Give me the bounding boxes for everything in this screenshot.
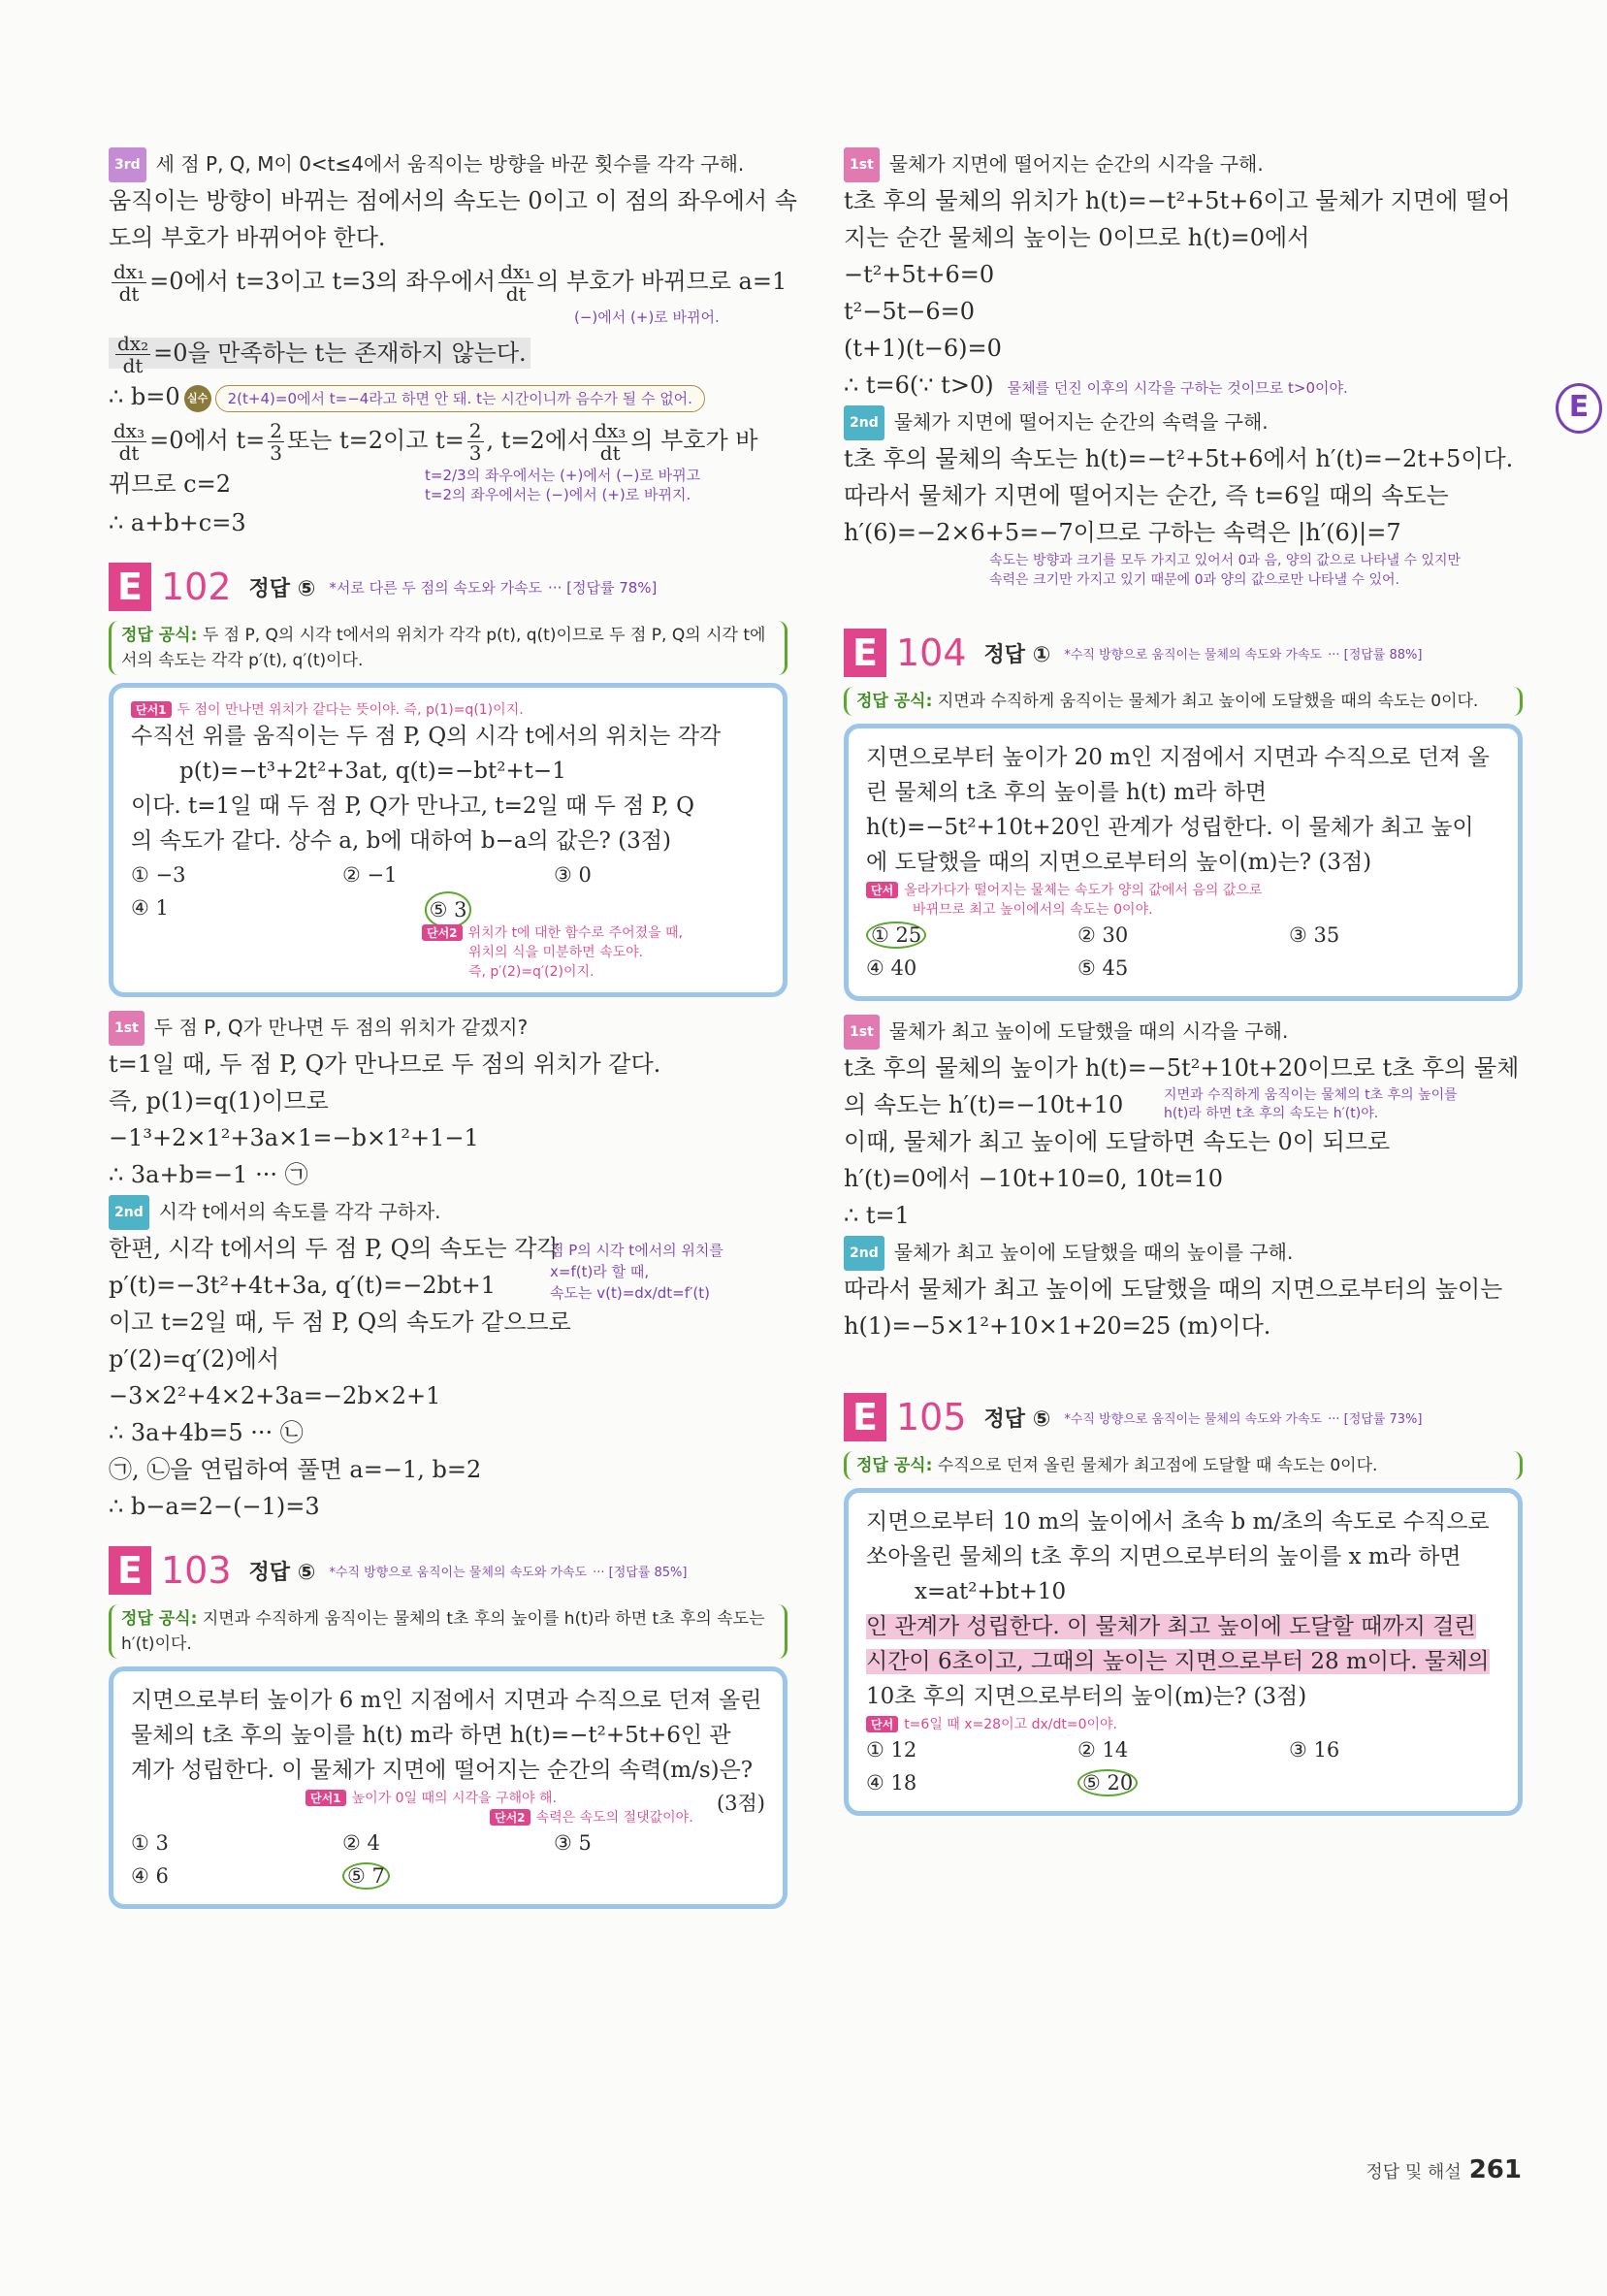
solution-line: t²−5t−6=0 — [844, 298, 976, 325]
solution-line: 따라서 물체가 지면에 떨어지는 순간, 즉 t=6일 때의 속도는 — [844, 482, 1449, 509]
question-line: 린 물체의 t초 후의 높이를 h(t) m라 하면 — [866, 780, 1268, 805]
annotation: 속력은 크기만 가지고 있기 때문에 0과 양의 값으로만 나타낼 수 있어. — [989, 572, 1400, 588]
text-line: 도의 부호가 바뀌어야 한다. — [109, 224, 386, 251]
side-note: 점 P의 시각 t에서의 위치를 x=f(t)라 할 때, 속도는 v(t)=dx/dt=f′(t) — [550, 1242, 723, 1302]
fraction: $\frac{\text{dx₁}}{dt}$ — [500, 260, 532, 306]
cue-tag: 단서2 — [490, 1809, 530, 1826]
accuracy-rate: ··· [정답률 73%] — [1328, 1411, 1423, 1427]
topic-label: *수직 방향으로 움직이는 물체의 속도와 가속도 — [329, 1565, 588, 1580]
solution-line: ㉠, ㉡을 연립하여 풀면 a=−1, b=2 — [109, 1456, 482, 1483]
right-column — [844, 146, 1523, 1816]
cue-text: 위치가 t에 대한 함수로 주어졌을 때, — [467, 925, 684, 941]
solution-line: ∴ 3a+b=−1 ··· ㉠ — [109, 1161, 308, 1188]
step-title: 물체가 지면에 떨어지는 순간의 속력을 구해. — [893, 410, 1269, 434]
problem-number: 104 — [896, 631, 967, 674]
question-line: 지면으로부터 높이가 20 m인 지점에서 지면과 수직으로 던져 올 — [866, 745, 1490, 770]
dx2-line: $\frac{\text{dx₂}}{dt}$ =0을 만족하는 t는 존재하지 않는다. — [109, 328, 787, 378]
problem-number: 102 — [161, 566, 232, 608]
question-line: 인 관계가 성립한다. 이 물체가 최고 높이에 도달할 때까지 걸린 — [866, 1614, 1476, 1639]
solution-line: h′(t)=0에서 −10t+10=0, 10t=10 — [844, 1165, 1224, 1192]
solution-line: 의 속도는 h′(t)=−10t+10 — [844, 1091, 1124, 1118]
fraction: $\frac{2}{3}$ — [468, 419, 482, 465]
step-badge: 1st — [844, 147, 880, 182]
annotation: 물체를 던진 이후의 시각을 구하는 것이므로 t>0이야. — [1007, 379, 1348, 397]
choice[interactable]: ④ 1 — [131, 896, 169, 920]
cue-text: 두 점이 만나면 위치가 같다는 뜻이야. 즉, p(1)=q(1)이지. — [177, 702, 524, 718]
problem-105 — [844, 1393, 1523, 1816]
choice[interactable]: ③ 35 — [1289, 923, 1340, 947]
choice[interactable]: ④ 6 — [131, 1864, 169, 1888]
step-title: 세 점 P, Q, M이 0<t≤4에서 움직이는 방향을 바꾼 횟수를 각각 구해. — [155, 152, 745, 176]
step-badge: 3rd — [109, 147, 146, 182]
question-line: 쏘아올린 물체의 t초 후의 지면으로부터의 높이를 x m라 하면 — [866, 1544, 1462, 1569]
solution-line: 이때, 물체가 최고 높이에 도달하면 속도는 0이 되므로 — [844, 1128, 1391, 1155]
step-title: 물체가 최고 높이에 도달했을 때의 높이를 구해. — [893, 1241, 1294, 1264]
problem-letter: E — [109, 563, 151, 611]
solution-line: ∴ t=6(∵ t>0) 물체를 던진 이후의 시각을 구하는 것이므로 t>0이야. — [844, 372, 1348, 399]
step-badge: 1st — [109, 1011, 145, 1046]
fraction: $\frac{2}{3}$ — [270, 419, 282, 465]
answer-formula: 정답 공식: 지면과 수직하게 움직이는 물체의 t초 후의 높이를 h(t)라 하면 t초 후의 속도는 h′(t)이다. — [109, 1604, 787, 1659]
solution-line: ∴ 3a+4b=5 ··· ㉡ — [109, 1419, 304, 1446]
choice[interactable]: ② 4 — [342, 1831, 380, 1855]
solution-line: p′(2)=q′(2)에서 — [109, 1345, 280, 1373]
choice-correct[interactable]: ① 25 — [866, 922, 926, 949]
choice-correct[interactable]: ⑤ 3 — [425, 891, 472, 928]
dx3-line: $\frac{\text{dx₃}}{dt}$ =0에서 t= $\frac{2}{3}$ 또는 t=2이고 t= $\frac{2}{3}$ , t=2에서 $\frac{\text{dx₃}}{dt}$ 의 부호가 바 — [113, 419, 758, 465]
answer-label: 정답 ⑤ — [983, 1407, 1051, 1432]
choice[interactable]: ③ 0 — [554, 863, 592, 887]
answer-formula: 정답 공식: 두 점 P, Q의 시각 t에서의 위치가 각각 p(t), q(t)이므로 두 점 P, Q의 시각 t에서의 속도는 각각 p′(t), q′(t)이다. — [109, 621, 787, 675]
cue-tag: 단서1 — [305, 1790, 346, 1806]
problem-103 — [109, 1546, 787, 1909]
solution-line: 지는 순간 물체의 높이는 0이므로 h(t)=0에서 — [844, 224, 1310, 251]
answer-label: 정답 ⑤ — [248, 1560, 316, 1585]
side-note: 지면과 수직하게 움직이는 물체의 t초 후의 높이를 h(t)라 하면 t초 후의 속도는 h′(t)야. — [1164, 1087, 1458, 1121]
question-line: 에 도달했을 때의 지면으로부터의 높이(m)는? (3점) — [866, 850, 1372, 875]
answer-label: 정답 ⑤ — [248, 576, 316, 601]
warning-icon: 실수 — [184, 385, 211, 412]
solution-line: −3×2²+4×2+3a=−2b×2+1 — [109, 1382, 441, 1409]
solution-line: t초 후의 물체의 높이가 h(t)=−5t²+10t+20이므로 t초 후의 물체 — [844, 1054, 1520, 1082]
accuracy-rate: ··· [정답률 85%] — [593, 1565, 688, 1580]
topic-label: *수직 방향으로 움직이는 물체의 속도와 가속도 — [1064, 1411, 1323, 1427]
fraction: $\frac{\text{dx₂}}{dt}$ — [117, 332, 149, 377]
page-footer — [1366, 2155, 1522, 2184]
choice-correct[interactable]: ⑤ 20 — [1077, 1769, 1138, 1796]
solution-line: 즉, p(1)=q(1)이므로 — [109, 1087, 329, 1115]
solution-line: t초 후의 물체의 속도는 h(t)=−t²+5t+6에서 h′(t)=−2t+5이다. — [844, 445, 1514, 472]
question-line: 의 속도가 같다. 상수 a, b에 대하여 b−a의 값은? (3점) — [131, 828, 671, 854]
problem-102 — [109, 563, 787, 1525]
fraction: $\frac{\text{dx₃}}{dt}$ — [113, 419, 145, 465]
annotation: 속도는 방향과 크기를 모두 가지고 있어서 0과 음, 양의 값으로 나타낼 수 있지만 — [989, 553, 1462, 568]
cue-text: 높이가 0일 때의 시각을 구해야 해. — [351, 1791, 557, 1806]
problem-letter: E — [844, 629, 886, 677]
cue-tag: 단서2 — [422, 924, 463, 941]
question-line: 지면으로부터 10 m의 높이에서 초속 b m/초의 속도로 수직으로 — [866, 1509, 1490, 1535]
topic-label: *서로 다른 두 점의 속도와 가속도 — [329, 578, 543, 597]
cue-text: t=6일 때 x=28이고 dx/dt=0이야. — [904, 1717, 1117, 1732]
question-line: x=at²+bt+10 — [915, 1579, 1067, 1604]
problem-number: 103 — [161, 1549, 232, 1592]
question-line: 계가 성립한다. 이 물체가 지면에 떨어지는 순간의 속력(m/s)은? — [131, 1758, 754, 1783]
step-title: 물체가 최고 높이에 도달했을 때의 시각을 구해. — [888, 1019, 1289, 1043]
problem-header — [844, 629, 1523, 677]
annotation: (−)에서 (+)로 바뀌어. — [574, 308, 720, 326]
choice[interactable]: ③ 5 — [554, 1831, 592, 1855]
choice-correct[interactable]: ⑤ 7 — [342, 1862, 390, 1890]
answer-formula: 정답 공식: 지면과 수직하게 움직이는 물체가 최고 높이에 도달했을 때의 속도는 0이다. — [844, 687, 1523, 716]
dx1-line: $\frac{\text{dx₁}}{dt}$ =0에서 t=3이고 t=3의 좌우에서 $\frac{\text{dx₁}}{dt}$ 의 부호가 바뀌므로 a=1 — [113, 260, 787, 306]
question-line: 10초 후의 지면으로부터의 높이(m)는? (3점) — [866, 1684, 1307, 1709]
cue-tag: 단서1 — [131, 701, 172, 718]
cue-text: 속력은 속도의 절댓값이야. — [535, 1810, 693, 1826]
solution-line: −1³+2×1²+3a×1=−b×1²+1−1 — [109, 1124, 479, 1151]
cue-text: 위치의 식을 미분하면 속도야. — [468, 945, 644, 960]
solution-line: h′(6)=−2×6+5=−7이므로 구하는 속력은 |h′(6)|=7 — [844, 519, 1401, 546]
choice[interactable]: ④ 18 — [866, 1771, 917, 1795]
b-line: ∴ b=0 실수 2(t+4)=0에서 t=−4라고 하면 안 돼. t는 시간이니까 음수가 될 수 없어. — [109, 378, 787, 415]
footer-label: 정답 및 해설 — [1366, 2162, 1462, 2183]
solution-line: t=1일 때, 두 점 P, Q가 만나므로 두 점의 위치가 같다. — [109, 1051, 661, 1078]
cue-tag: 단서 — [866, 1716, 898, 1732]
question-line: p(t)=−t³+2t²+3at, q(t)=−bt²+t−1 — [179, 759, 566, 784]
fraction: $\frac{\text{dx₁}}{dt}$ — [113, 260, 145, 306]
choice[interactable]: ④ 40 — [866, 956, 917, 980]
problem-header — [109, 1546, 787, 1595]
question-box — [844, 724, 1523, 1001]
choice[interactable]: ② −1 — [342, 863, 398, 887]
sum-line: ∴ a+b+c=3 — [109, 509, 246, 536]
cue-text: 바뀌므로 최고 높이에서의 속도는 0이야. — [913, 902, 1153, 918]
cue-text: 올라가다가 떨어지는 물체는 속도가 양의 값에서 음의 값으로 — [904, 883, 1263, 898]
step-badge: 2nd — [844, 1236, 884, 1271]
left-column — [109, 146, 797, 1909]
cue-text: 즉, p′(2)=q′(2)이지. — [468, 964, 595, 980]
choice[interactable]: ② 14 — [1077, 1738, 1129, 1762]
section-e-badge: E — [1556, 383, 1602, 434]
problem-number: 105 — [896, 1396, 967, 1439]
choice[interactable]: ③ 16 — [1289, 1738, 1340, 1762]
question-line: 지면으로부터 높이가 6 m인 지점에서 지면과 수직으로 던져 올린 — [131, 1688, 762, 1713]
c-line: 뀌므로 c=2 t=2/3의 좌우에서는 (+)에서 (−)로 바뀌고 t=2의 좌우에서는 (−)에서 (+)로 바뀌지. — [109, 467, 701, 503]
solution-line: −t²+5t+6=0 — [844, 261, 995, 288]
problem-letter: E — [109, 1546, 151, 1595]
solution-line: 이고 t=2일 때, 두 점 P, Q의 속도가 같으므로 — [109, 1309, 571, 1336]
choice[interactable]: ① −3 — [131, 863, 186, 887]
question-line: 물체의 t초 후의 높이를 h(t) m라 하면 h(t)=−t²+5t+6인 관 — [131, 1723, 731, 1748]
question-line: 수직선 위를 움직이는 두 점 P, Q의 시각 t에서의 위치는 각각 — [131, 724, 722, 749]
answer-formula: 정답 공식: 수직으로 던져 올린 물체가 최고점에 도달할 때 속도는 0이다. — [844, 1451, 1523, 1480]
cue-tag: 단서 — [866, 882, 898, 898]
problem-letter: E — [844, 1393, 886, 1441]
solution-line: h(1)=−5×1²+10×1+20=25 (m)이다. — [844, 1312, 1271, 1340]
solution-line: 한편, 시각 t에서의 두 점 P, Q의 속도는 각각 — [109, 1235, 560, 1262]
text-line: 움직이는 방향이 바뀌는 점에서의 속도는 0이고 이 점의 좌우에서 속 — [109, 187, 797, 214]
choice[interactable]: ② 30 — [1077, 923, 1129, 947]
solution-line: 따라서 물체가 최고 높이에 도달했을 때의 지면으로부터의 높이는 — [844, 1276, 1503, 1303]
solution-line: p′(t)=−3t²+4t+3a, q′(t)=−2bt+1 — [109, 1272, 496, 1299]
problem-header — [109, 563, 787, 611]
topic-label: *수직 방향으로 움직이는 물체의 속도와 가속도 — [1064, 647, 1323, 663]
question-line: 시간이 6초이고, 그때의 높이는 지면으로부터 28 m이다. 물체의 — [866, 1649, 1490, 1674]
fraction: $\frac{\text{dx₃}}{dt}$ — [595, 419, 627, 465]
question-box — [109, 1666, 787, 1909]
solution-line: (t+1)(t−6)=0 — [844, 335, 1002, 362]
question-box — [844, 1488, 1523, 1816]
step-badge: 2nd — [109, 1195, 149, 1230]
accuracy-rate: ··· [정답률 78%] — [548, 578, 658, 597]
points: (3점) — [716, 1792, 765, 1815]
solution-101-step3 — [109, 147, 797, 541]
answer-label: 정답 ① — [983, 642, 1051, 667]
choice[interactable]: ① 12 — [866, 1738, 917, 1762]
problem-header — [844, 1393, 1523, 1441]
page-number: 261 — [1468, 2155, 1522, 2184]
step-badge: 2nd — [844, 405, 884, 440]
solution-line: ∴ t=1 — [844, 1202, 910, 1229]
step-title: 두 점 P, Q가 만나면 두 점의 위치가 같겠지? — [153, 1016, 529, 1039]
annotation: 2(t+4)=0에서 t=−4라고 하면 안 돼. t는 시간이니까 음수가 될 수 없어. — [215, 385, 705, 412]
question-line: 이다. t=1일 때 두 점 P, Q가 만나고, t=2일 때 두 점 P, Q — [131, 793, 694, 819]
problem-104 — [844, 629, 1523, 1344]
accuracy-rate: ··· [정답률 88%] — [1328, 647, 1423, 663]
solution-line: t초 후의 물체의 위치가 h(t)=−t²+5t+6이고 물체가 지면에 떨어 — [844, 187, 1511, 214]
step-title: 시각 t에서의 속도를 각각 구하자. — [158, 1200, 441, 1223]
step-badge: 1st — [844, 1015, 880, 1050]
choice[interactable]: ① 3 — [131, 1831, 169, 1855]
step-title: 물체가 지면에 떨어지는 순간의 시각을 구해. — [888, 152, 1264, 176]
choice[interactable]: ⑤ 45 — [1077, 956, 1129, 980]
solution-103 — [844, 147, 1523, 590]
question-line: h(t)=−5t²+10t+20인 관계가 성립한다. 이 물체가 최고 높이 — [866, 815, 1474, 840]
question-box — [109, 683, 787, 997]
solution-line: ∴ b−a=2−(−1)=3 — [109, 1493, 320, 1520]
